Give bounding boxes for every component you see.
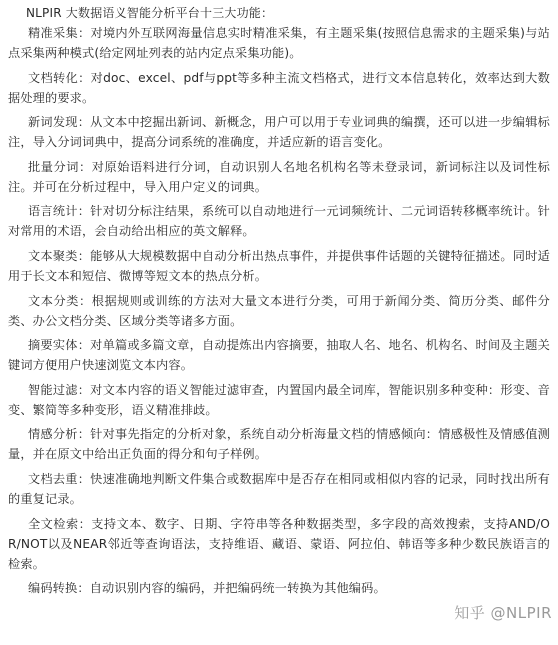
- feature-term: 摘要实体: [28, 338, 78, 353]
- feature-text: 对境内外互联网海量信息实时精准采集，有主题采集(按照信息需求的主题采集)与站点采集两种模式(给定网址列表的站内定点采集功能)。: [8, 26, 550, 60]
- feature-text: 根据规则或训练的方法对大量文本进行分类，可用于新闻分类、简历分类、邮件分类、办公文档分类、区域分类等诸多方面。: [8, 293, 550, 328]
- feature-paragraph: 全文检索：支持文本、数字、日期、字符串等各种数据类型，多字段的高效搜索，支持AND/OR/NOT以及NEAR邻近等查询语法，支持维语、藏语、蒙语、阿拉伯、韩语等多种少数民族语言的检索。: [8, 516, 550, 571]
- feature-term: 批量分词: [28, 159, 79, 174]
- feature-term: 文档去重: [28, 471, 78, 486]
- feature-term: 文档转化: [28, 70, 79, 85]
- feature-paragraph: 批量分词：对原始语料进行分词，自动识别人名地名机构名等未登录词，新词标注以及词性标注。并可在分析过程中，导入用户定义的词典。: [8, 159, 550, 194]
- feature-paragraph: 文本聚类：能够从大规模数据中自动分析出热点事件，并提供事件话题的关键特征描述。同时适用于长文本和短信、微博等短文本的热点分析。: [8, 248, 550, 283]
- feature-text: 从文本中挖掘出新词、新概念，用户可以用于专业词典的编撰，还可以进一步编辑标注，导入分词词典中，提高分词系统的准确度，并适应新的语言变化。: [8, 115, 550, 150]
- feature-term: 精准采集: [28, 26, 78, 40]
- feature-paragraph: 文本分类：根据规则或训练的方法对大量文本进行分类，可用于新闻分类、简历分类、邮件分类、办公文档分类、区域分类等诸多方面。: [8, 293, 550, 328]
- feature-text: 对文本内容的语义智能过滤审查，内置国内最全词库，智能识别多种变种：形变、音变、繁简等多种变形，语义精准排歧。: [8, 382, 550, 417]
- feature-paragraph: 文档转化：对doc、excel、pdf与ppt等多种主流文档格式，进行文本信息转化，效率达到大数据处理的要求。: [8, 70, 551, 105]
- feature-text: 支持文本、数字、日期、字符串等各种数据类型，多字段的高效搜索，支持AND/OR/NOT以及NEAR邻近等查询语法，支持维语、藏语、蒙语、阿拉伯、韩语等多种少数民族语言的检索。: [8, 516, 550, 571]
- feature-term: 文本分类: [28, 293, 79, 308]
- feature-text: 能够从大规模数据中自动分析出热点事件，并提供事件话题的关键特征描述。同时适用于长文本和短信、微博等短文本的热点分析。: [8, 248, 550, 283]
- feature-term: 编码转换: [28, 581, 78, 596]
- feature-paragraph: 摘要实体：对单篇或多篇文章，自动提炼出内容摘要，抽取人名、地名、机构名、时间及主题关键词方便用户快速浏览文本内容。: [8, 338, 550, 373]
- feature-paragraph: 语言统计：针对切分标注结果，系统可以自动地进行一元词频统计、二元词语转移概率统计。针对常用的术语，会自动给出相应的英文解释。: [8, 204, 550, 239]
- feature-text: 自动识别内容的编码，并把编码统一转换为其他编码。: [89, 581, 386, 596]
- feature-text: 对doc、excel、pdf与ppt等多种主流文档格式，进行文本信息转化，效率达到大数据处理的要求。: [8, 70, 551, 105]
- feature-term: 智能过滤: [28, 382, 78, 397]
- feature-term: 全文检索: [28, 516, 79, 531]
- feature-text: 针对事先指定的分析对象，系统自动分析海量文档的情感倾向：情感极性及情感值测量，并在原文中给出正负面的得分和句子样例。: [8, 427, 550, 462]
- feature-term: 新词发现: [28, 115, 78, 130]
- feature-paragraph: 编码转换：自动识别内容的编码，并把编码统一转换为其他编码。: [28, 581, 386, 596]
- feature-text: 对单篇或多篇文章，自动提炼出内容摘要，抽取人名、地名、机构名、时间及主题关键词方便用户快速浏览文本内容。: [8, 338, 550, 373]
- feature-paragraph: 新词发现：从文本中挖掘出新词、新概念，用户可以用于专业词典的编撰，还可以进一步编辑标注，导入分词词典中，提高分词系统的准确度，并适应新的语言变化。: [8, 115, 550, 150]
- feature-text: 快速准确地判断文件集合或数据库中是否存在相同或相似内容的记录，同时找出所有的重复记录。: [8, 471, 550, 506]
- feature-term: 文本聚类: [28, 248, 78, 263]
- feature-text: 针对切分标注结果，系统可以自动地进行一元词频统计、二元词语转移概率统计。针对常用的术语，会自动给出相应的英文解释。: [8, 204, 550, 239]
- watermark: 知乎 @NLPIR: [454, 604, 552, 622]
- feature-text: 对原始语料进行分词，自动识别人名地名机构名等未登录词，新词标注以及词性标注。并可在分析过程中，导入用户定义的词典。: [8, 159, 550, 194]
- feature-term: 情感分析: [28, 427, 78, 442]
- feature-paragraph: 精准采集：对境内外互联网海量信息实时精准采集，有主题采集(按照信息需求的主题采集)与站点采集两种模式(给定网址列表的站内定点采集功能)。: [8, 26, 550, 60]
- feature-paragraph: 情感分析：针对事先指定的分析对象，系统自动分析海量文档的情感倾向：情感极性及情感值测量，并在原文中给出正负面的得分和句子样例。: [8, 427, 550, 462]
- feature-term: 语言统计: [28, 204, 78, 219]
- feature-paragraph: 文档去重：快速准确地判断文件集合或数据库中是否存在相同或相似内容的记录，同时找出所有的重复记录。: [8, 471, 550, 506]
- feature-paragraph: 智能过滤：对文本内容的语义智能过滤审查，内置国内最全词库，智能识别多种变种：形变、音变、繁简等多种变形，语义精准排歧。: [8, 382, 550, 417]
- doc-title: NLPIR 大数据语义智能分析平台十三大功能：: [26, 6, 274, 20]
